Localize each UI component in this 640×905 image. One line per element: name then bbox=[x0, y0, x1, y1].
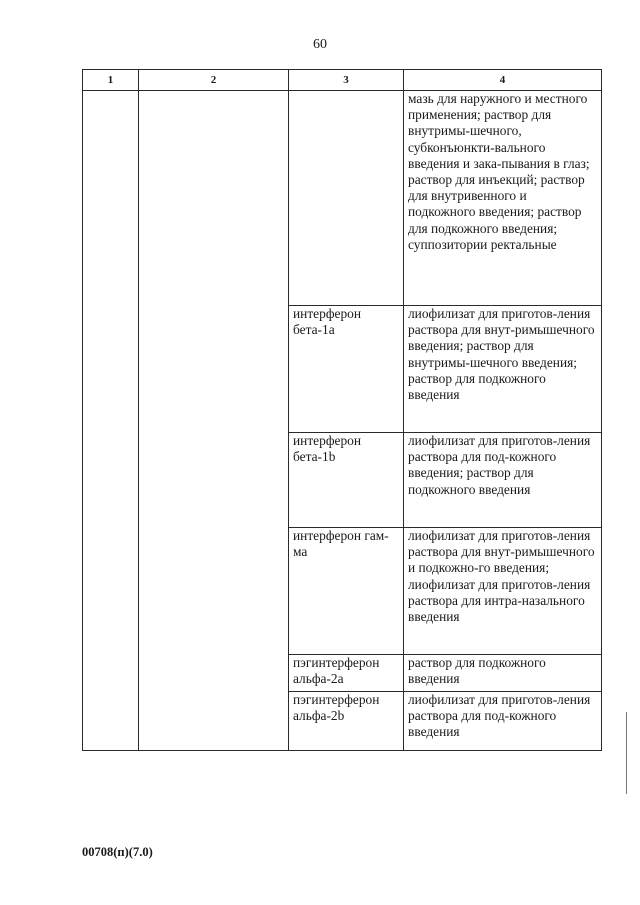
document-code: 00708(п)(7.0) bbox=[82, 845, 153, 859]
column-header-3: 3 bbox=[289, 70, 404, 91]
column-header-4: 4 bbox=[404, 70, 602, 91]
scan-edge-mark bbox=[626, 712, 627, 794]
drug-name-cell: интерферон бета-1a bbox=[289, 306, 404, 433]
table-row bbox=[83, 91, 602, 306]
drug-name-cell: интерферон гам-ма bbox=[289, 528, 404, 655]
dosage-forms-cell: лиофилизат для приготов-ления раствора для внут-римышечного введения; раствор для внутримы-шечного введения; раствор для подкожного введения bbox=[404, 306, 602, 433]
dosage-forms-cell: раствор для подкожного введения bbox=[404, 655, 602, 692]
dosage-forms-cell: лиофилизат для приготов-ления раствора для внут-римышечного и подкожно-го введения; лиофилизат для приготов-ления раствора для интра-назального введения bbox=[404, 528, 602, 655]
group-cell bbox=[139, 91, 289, 751]
dosage-forms-cell: лиофилизат для приготов-ления раствора для под-кожного введения bbox=[404, 692, 602, 751]
page-number: 60 bbox=[313, 37, 327, 52]
code-cell bbox=[83, 91, 139, 751]
column-header-2: 2 bbox=[139, 70, 289, 91]
drug-name-cell: интерферон бета-1b bbox=[289, 433, 404, 528]
dosage-forms-cell: мазь для наружного и местного применения; раствор для внутримы-шечного, субконъюнкти-вального введения и зака-пывания в глаз; раствор для инъекций; раствор для внутривенного и подкожного введения; раствор для подкожного введения; суппозитории ректальные bbox=[404, 91, 602, 306]
drug-name-cell: пэгинтерферон альфа-2a bbox=[289, 655, 404, 692]
drug-table bbox=[82, 69, 602, 751]
drug-name-cell bbox=[289, 91, 404, 306]
dosage-forms-cell: лиофилизат для приготов-ления раствора для под-кожного введения; раствор для подкожного введения bbox=[404, 433, 602, 528]
column-header-1: 1 bbox=[83, 70, 139, 91]
drug-name-cell: пэгинтерферон альфа-2b bbox=[289, 692, 404, 751]
table-header-row bbox=[83, 70, 602, 91]
